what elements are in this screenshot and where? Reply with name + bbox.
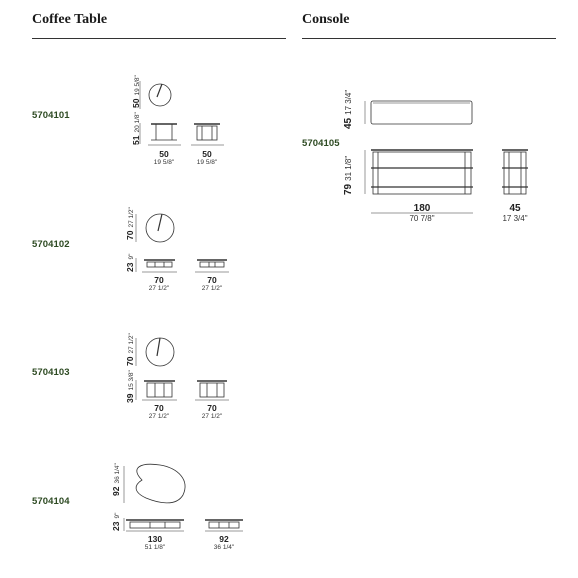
product-code: 5704105 [302, 138, 340, 149]
dimension-side-width: 70 27 1/2" [201, 275, 223, 292]
dimension-top-depth: 9236 1/4" [111, 463, 121, 496]
dimension-side-width: 45 17 3/4" [502, 203, 528, 223]
dimension-top-diameter: 5019 5/8" [131, 75, 141, 108]
dimension-front-width: 130 51 1/8" [144, 534, 166, 551]
dimension-front-width: 70 27 1/2" [148, 403, 170, 420]
dimension-height: 7931 1/8" [343, 155, 354, 195]
top-view-round-small [149, 84, 171, 106]
product-code: 5704102 [32, 239, 70, 250]
dimension-front-width: 50 19 5/8" [153, 149, 175, 166]
dimension-height: 239" [125, 253, 135, 272]
dimension-height: 3915 3/8" [125, 370, 135, 403]
dimension-front-width: 180 70 7/8" [409, 203, 435, 223]
coffee-table-title: Coffee Table [32, 12, 108, 27]
dimension-side-width: 50 19 5/8" [196, 149, 218, 166]
dimension-top-diameter: 7027 1/2" [125, 333, 135, 366]
product-code: 5704103 [32, 367, 70, 378]
dimension-height: 5120 1/8" [131, 112, 141, 145]
dimension-side-width: 92 36 1/4" [213, 534, 235, 551]
dimension-front-width: 70 27 1/2" [148, 275, 170, 292]
dimension-top-diameter: 7027 1/2" [125, 207, 135, 240]
drawing-5704104 [124, 464, 243, 531]
drawing-5704102 [136, 214, 229, 272]
dimension-height: 239" [111, 512, 121, 531]
drawing-5704105 [365, 101, 528, 213]
drawing-5704103 [136, 338, 229, 400]
dimension-side-width: 70 27 1/2" [201, 403, 223, 420]
drawing-5704101 [140, 81, 224, 145]
top-view-round-medium [146, 214, 174, 242]
product-code: 5704104 [32, 496, 70, 507]
product-code: 5704101 [32, 110, 70, 121]
dimension-top-depth: 4517 3/4" [343, 89, 354, 129]
top-view-round-medium [146, 338, 174, 366]
console-top-view [371, 101, 472, 124]
console-title: Console [302, 12, 350, 27]
top-view-pebble [136, 464, 185, 503]
